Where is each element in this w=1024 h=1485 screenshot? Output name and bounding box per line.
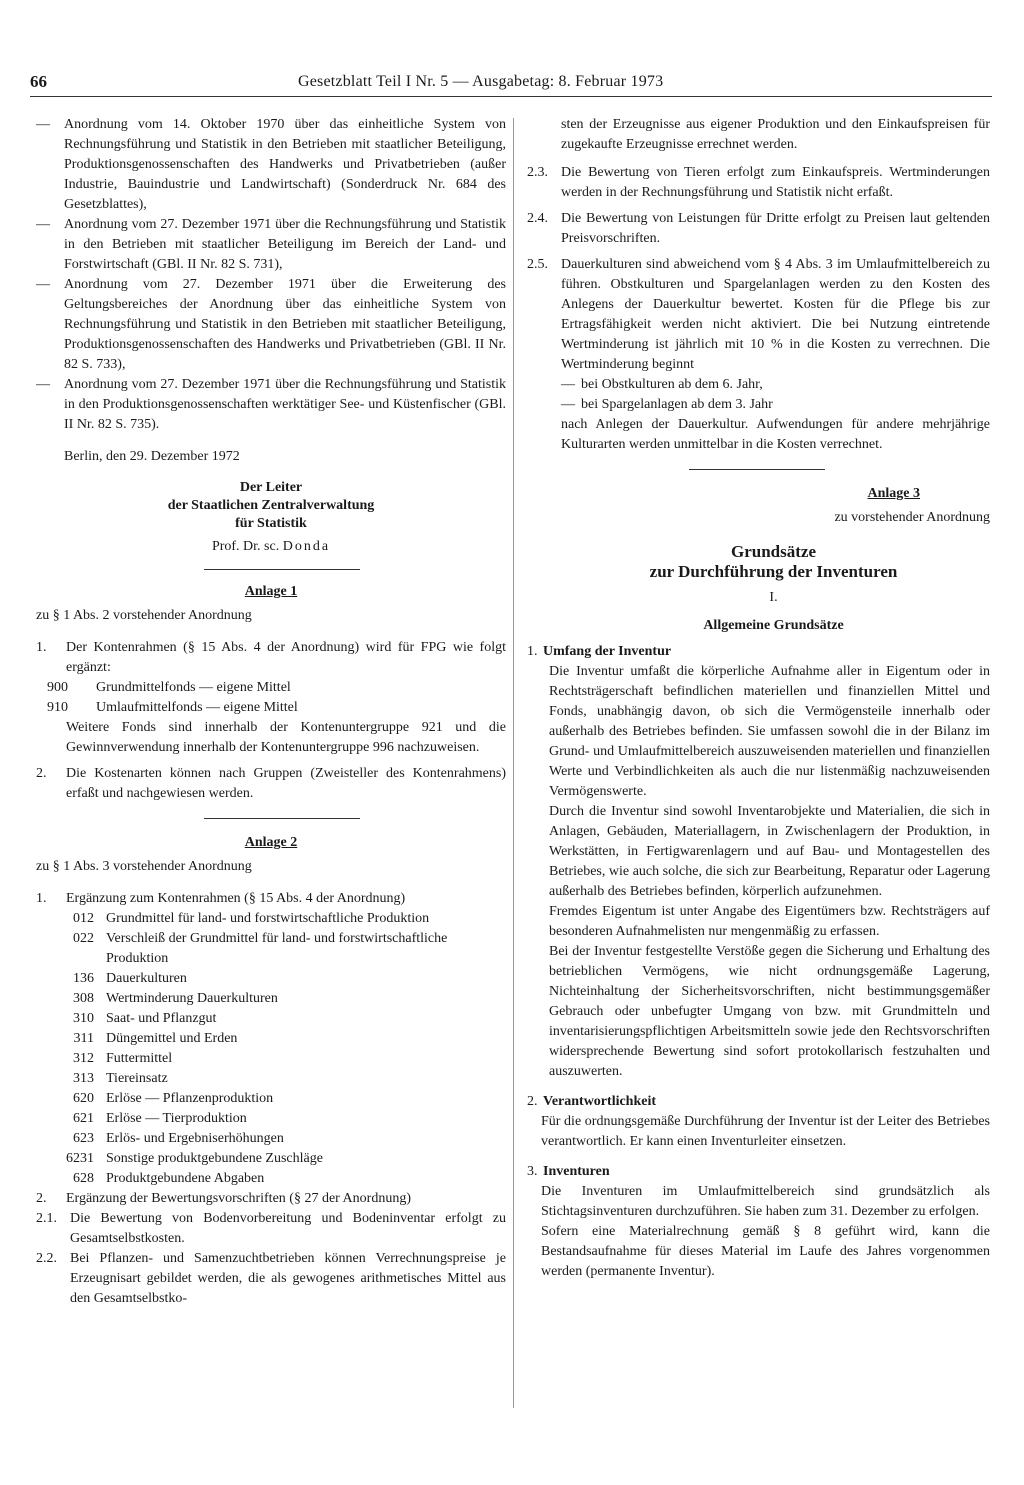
account-row	[36, 1129, 506, 1149]
anlage2-item1: 1. Ergänzung zum Kontenrahmen (§ 15 Abs. 4 der Anordnung)	[36, 891, 406, 906]
order-item: — Anordnung vom 27. Dezember 1971 über die Erweiterung des Geltungsbereiches der Anordnung über das einheitliche System von Rechnungsführung und Statistik in den Betrieben mit staatlicher Beteiligung, Produktionsgenossenschaften des Handwerks und Privatbetrieben (GBl. II Nr. 82 S. 733),	[36, 277, 506, 372]
account-row	[36, 1029, 506, 1049]
running-head: Gesetzblatt Teil I Nr. 5 — Ausgabetag: 8. Februar 1973	[298, 73, 664, 90]
signatory-name: Prof. Dr. sc. Donda	[211, 539, 331, 554]
account-row	[36, 1149, 506, 1169]
anlage2-item21: 2.1. Die Bewertung von Bodenvorbereitung und Bodeninventar erfolgt zu Gesamtselbstkosten.	[36, 1211, 506, 1246]
anlage2-item2: 2. Ergänzung der Bewertungsvorschriften (§ 27 der Anordnung)	[36, 1191, 411, 1206]
account-list	[36, 909, 506, 1189]
account-code: 313	[73, 1071, 94, 1086]
place-date: Berlin, den 29. Dezember 1972	[64, 449, 240, 464]
s1-p1: Die Inventur umfaßt die körperliche Aufnahme aller in Eigentum oder in Rechtsträgerschaft befindlichen materiellen und finanziellen Mittel und Fonds, unabhängig davon, ob sich die Vermögensteile innerhalb oder außerhalb des Betriebes befinden. Sie umfassen sowohl die in der Bilanz im Grund- und Umlaufmittelbereich auszuweisenden materiellen und finanziellen Werte und Verbindlichkeiten als auch die nur listenmäßig nachzuweisenden Vermögenswerte.	[549, 664, 990, 799]
section-title: Allgemeine Grundsätze	[703, 618, 844, 633]
account-label: Tiereinsatz	[106, 1071, 168, 1086]
s2-p1: Für die ordnungsgemäße Durchführung der Inventur ist der Leiter des Betriebes verantwortlich. Er kann einen Inventurleiter einsetzen.	[541, 1114, 990, 1149]
account-label: Saat- und Pflanzgut	[106, 1011, 217, 1026]
account-row	[36, 909, 506, 929]
s3-heading: 3. Inventuren	[527, 1164, 610, 1179]
account-code: 623	[73, 1131, 94, 1146]
item25-tail: nach Anlegen der Dauerkultur. Aufwendungen für andere mehrjährige Kulturarten werden unmittelbar in die Kosten verrechnet.	[561, 417, 990, 452]
item22-continuation: sten der Erzeugnisse aus eigener Produktion und den Einkaufspreisen für zugekaufte Erzeugnisse errechnet werden.	[561, 117, 990, 152]
account-row	[36, 1109, 506, 1129]
anlage1-item1: 1. Der Kontenrahmen (§ 15 Abs. 4 der Anordnung) wird für FPG wie folgt ergänzt:	[36, 640, 506, 675]
account-row	[36, 969, 506, 989]
anlage2-title: Anlage 2	[244, 835, 298, 850]
account-label: Futtermittel	[106, 1051, 173, 1066]
roman-numeral: I.	[769, 590, 778, 605]
anlage2-item22: 2.2. Bei Pflanzen- und Samenzuchtbetrieben können Verrechnungspreise je Erzeugnisart gebildet werden, die als gewogenes arithmetisches Mittel aus den Gesamtselbstko-	[36, 1251, 506, 1306]
order-item: — Anordnung vom 27. Dezember 1971 über die Rechnungsführung und Statistik in den Betrieben mit staatlicher Beteiligung im Bereich der Land- und Forstwirtschaft (GBl. II Nr. 82 S. 731),	[36, 217, 506, 272]
s3-p1: Die Inventuren im Umlaufmittelbereich sind grundsätzlich als Stichtagsinventuren durchzuführen. Sie haben zum 31. Dezember zu erfolgen.	[541, 1184, 990, 1219]
account-code: 311	[73, 1031, 94, 1046]
account-code: 310	[73, 1011, 94, 1026]
account-label: Düngemittel und Erden	[106, 1031, 238, 1046]
account-code: 620	[73, 1091, 94, 1106]
anlage3-ref: zu vorstehender Anordnung	[834, 510, 990, 525]
account-row	[36, 929, 506, 969]
account-row: 910 Umlaufmittelfonds — eigene Mittel	[47, 700, 298, 715]
account-code: 136	[73, 971, 94, 986]
account-code: 312	[73, 1051, 94, 1066]
account-code: 012	[73, 911, 94, 926]
account-label: Erlöse — Tierproduktion	[106, 1111, 247, 1126]
account-row	[36, 1069, 506, 1089]
account-label: Wertminderung Dauerkulturen	[106, 991, 278, 1006]
right-column	[527, 115, 990, 1282]
anlage1-title: Anlage 1	[244, 584, 298, 599]
account-row: 900 Grundmittelfonds — eigene Mittel	[47, 680, 291, 695]
dash-item: — bei Obstkulturen ab dem 6. Jahr,	[561, 377, 763, 392]
account-code: 022	[73, 931, 94, 946]
item25-dashes	[527, 375, 990, 415]
signatory-title: Der Leiter der Staatlichen Zentralverwaltung für Statistik	[167, 480, 375, 531]
dash-item: — bei Spargelanlagen ab dem 3. Jahr	[561, 397, 773, 412]
account-row	[36, 1049, 506, 1069]
header-rule	[30, 96, 992, 97]
account-code: 308	[73, 991, 94, 1006]
item23: 2.3. Die Bewertung von Tieren erfolgt zum Einkaufspreis. Wertminderungen werden in der Rechnungsführung und Statistik nicht erfaßt.	[527, 165, 990, 200]
item24: 2.4. Die Bewertung von Leistungen für Dritte erfolgt zu Preisen laut geltenden Preisvorschriften.	[527, 211, 990, 246]
account-code: 628	[73, 1171, 94, 1186]
account-label: Dauerkulturen	[106, 971, 187, 986]
account-row	[36, 1169, 506, 1189]
anlage1-item2: 2. Die Kostenarten können nach Gruppen (Zweisteller des Kontenrahmens) erfaßt und nachgewiesen werden.	[36, 766, 506, 801]
s1-p3: Fremdes Eigentum ist unter Angabe des Eigentümers bzw. Rechtsträgers auf besonderen Aufnahmelisten nur mengenmäßig zu erfassen.	[549, 904, 990, 939]
account-code: 6231	[66, 1151, 94, 1166]
account-label: Grundmittel für land- und forstwirtschaftliche Produktion	[106, 911, 430, 926]
s3-p2: Sofern eine Materialrechnung gemäß § 8 geführt wird, kann die Bestandsaufnahme für dieses Material im Laufe des Jahres vorgenommen werden (permanente Inventur).	[541, 1224, 990, 1279]
account-row	[36, 989, 506, 1009]
account-label: Erlös- und Ergebniserhöhungen	[106, 1131, 284, 1146]
left-column	[36, 115, 506, 1309]
account-label: Produktgebundene Abgaben	[106, 1171, 265, 1186]
account-label: Verschleiß der Grundmittel für land- und forstwirtschaftliche Produktion	[106, 931, 448, 966]
account-row	[36, 1009, 506, 1029]
account-label: Sonstige produktgebundene Zuschläge	[106, 1151, 323, 1166]
account-code: 621	[73, 1111, 94, 1126]
order-item: — Anordnung vom 27. Dezember 1971 über die Rechnungsführung und Statistik in den Produktionsgenossenschaften werktätiger See- und Küstenfischer (GBl. II Nr. 82 S. 735).	[36, 377, 506, 432]
page-number: 66	[30, 72, 47, 91]
account-label: Erlöse — Pflanzenproduktion	[106, 1091, 274, 1106]
s1-p2: Durch die Inventur sind sowohl Inventarobjekte und Materialien, die sich in Anlagen, Gebäuden, Materiallagern, in Zwischenlagern der Produktion, in Werkstätten, in Fertigwarenlagern und auf Bau- und Montagestellen des Betriebes, wie auch solche, die sich zur Bearbeitung, Reparatur oder Lagerung außerhalb des Betriebes befinden, körperlich aufzunehmen.	[549, 804, 990, 899]
column-divider	[513, 118, 514, 1408]
anlage3-heading: Grundsätze zur Durchführung der Inventuren	[649, 542, 898, 581]
anlage2-ref: zu § 1 Abs. 3 vorstehender Anordnung	[36, 859, 252, 874]
s1-heading: 1. Umfang der Inventur	[527, 644, 672, 659]
s1-p4: Bei der Inventur festgestellte Verstöße gegen die Sicherung und Erhaltung des betrieblichen Vermögens, wie nicht ordnungsgemäße Lagerung, Nichteinhaltung der Sicherheitsvorschriften, nicht bestimmungsgemäßer Gebrauch oder unbefugter Umgang von bzw. mit Grundmitteln und inventarisierungspflichtigen Arbeitsmitteln sowie jede den Rechtsvorschriften widersprechende Bewertung sind sofort protokollarisch festzuhalten und auszuwerten.	[549, 944, 990, 1079]
item25: 2.5. Dauerkulturen sind abweichend vom § 4 Abs. 3 im Umlaufmittelbereich zu führen. Obstkulturen und Spargelanlagen werden zu den Kosten des Anlegens der Dauerkultur bewertet. Kosten für die Pflege bis zur Ertragsfähigkeit werden nicht aktiviert. Die bei Nutzung eintretende Wertminderung ist jährlich mit 10 % in die Kosten zu verrechnen. Die Wertminderung beginnt	[527, 257, 990, 372]
anlage3-title: Anlage 3	[867, 486, 920, 501]
order-item: — Anordnung vom 14. Oktober 1970 über das einheitliche System von Rechnungsführung und Statistik in den Betrieben mit staatlicher Beteiligung, Produktionsgenossenschaften des Handwerks und Privatbetrieben (außer Industrie, Bauindustrie und Landwirtschaft) (Sonderdruck Nr. 684 des Gesetzblattes),	[36, 117, 506, 212]
account-row	[36, 1089, 506, 1109]
anlage1-ref: zu § 1 Abs. 2 vorstehender Anordnung	[36, 608, 252, 623]
anlage1-note: Weitere Fonds sind innerhalb der Kontenuntergruppe 921 und die Gewinnverwendung innerhalb der Kontenuntergruppe 996 nachzuweisen.	[66, 720, 506, 755]
s2-heading: 2. Verantwortlichkeit	[527, 1094, 657, 1109]
